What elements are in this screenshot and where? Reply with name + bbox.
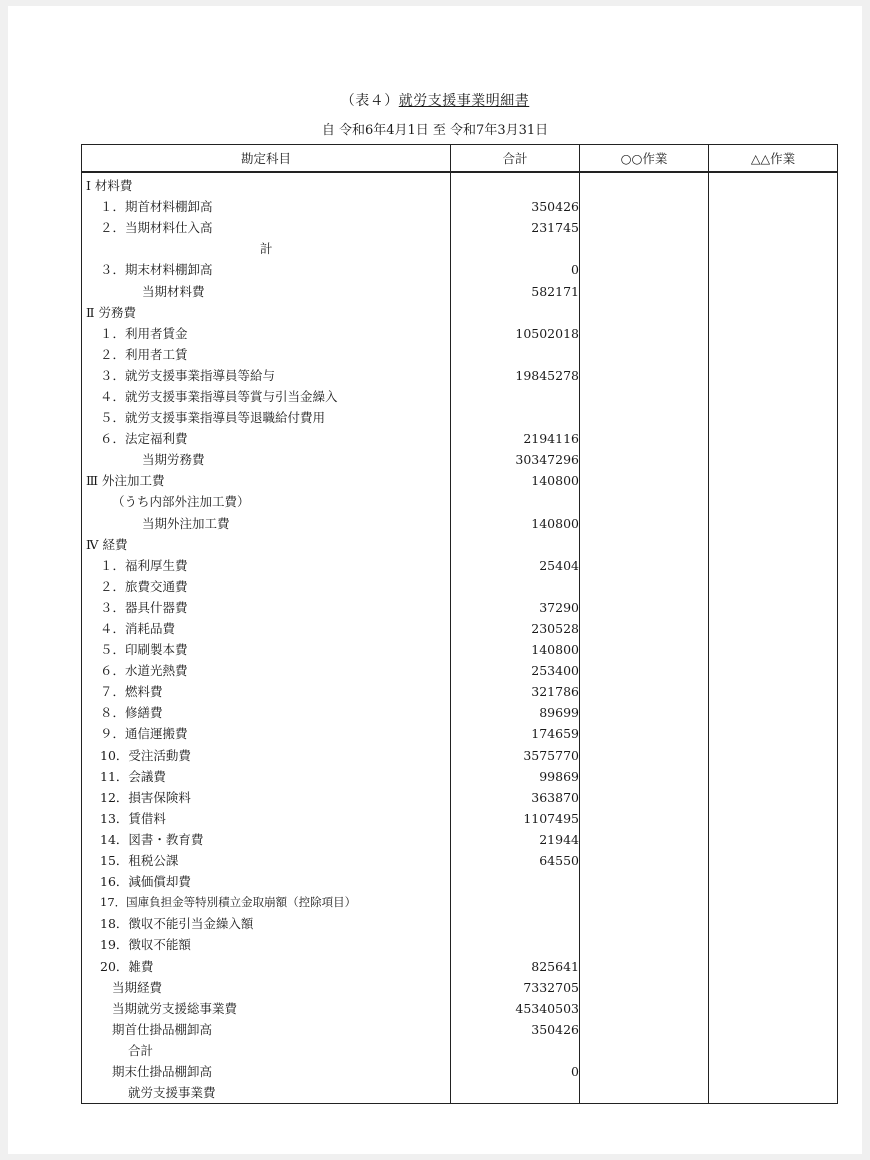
account-label: 当期経費 — [82, 977, 451, 998]
document-title — [0, 90, 870, 110]
total-cell — [451, 238, 580, 259]
table-row — [82, 555, 838, 576]
table-row — [82, 491, 838, 512]
total-cell: 2194116 — [451, 428, 580, 449]
total-cell — [451, 913, 580, 934]
work-b-cell — [709, 238, 838, 259]
table-row — [82, 196, 838, 217]
table-row — [82, 1019, 838, 1040]
fiscal-period: 自 令和6年4月1日 至 令和7年3月31日 — [321, 123, 549, 138]
work-b-cell — [709, 745, 838, 766]
work-b-cell — [709, 618, 838, 639]
work-a-cell — [580, 871, 709, 892]
account-label: 就労支援事業費 — [82, 1082, 451, 1104]
table-row — [82, 238, 838, 259]
table-row — [82, 618, 838, 639]
work-b-cell — [709, 280, 838, 301]
header-work-b: △△作業 — [709, 145, 838, 173]
work-a-cell — [580, 1061, 709, 1082]
table-row — [82, 723, 838, 744]
work-a-cell — [580, 386, 709, 407]
work-b-cell — [709, 850, 838, 871]
account-label: ２．利用者工賃 — [82, 344, 451, 365]
work-a-cell — [580, 892, 709, 913]
total-cell — [451, 302, 580, 323]
work-b-cell — [709, 702, 838, 723]
total-cell: 45340503 — [451, 998, 580, 1019]
table-row — [82, 913, 838, 934]
account-label: ３．期末材料棚卸高 — [82, 259, 451, 280]
total-cell: 37290 — [451, 597, 580, 618]
account-label: 13．賃借料 — [82, 808, 451, 829]
work-a-cell — [580, 259, 709, 280]
total-cell: 99869 — [451, 766, 580, 787]
table-row — [82, 639, 838, 660]
table-row — [82, 934, 838, 955]
work-b-cell — [709, 428, 838, 449]
table-row — [82, 365, 838, 386]
work-b-cell — [709, 534, 838, 555]
table-row — [82, 808, 838, 829]
account-label: ２．当期材料仕入高 — [82, 217, 451, 238]
total-cell: 253400 — [451, 660, 580, 681]
work-b-cell — [709, 1019, 838, 1040]
work-a-cell — [580, 555, 709, 576]
table-row — [82, 386, 838, 407]
account-label: Ⅰ 材料費 — [82, 172, 451, 196]
table-row — [82, 1082, 838, 1104]
work-a-cell — [580, 172, 709, 196]
account-label: 14．図書・教育費 — [82, 829, 451, 850]
total-cell: 350426 — [451, 1019, 580, 1040]
total-cell: 0 — [451, 1061, 580, 1082]
total-cell: 0 — [451, 259, 580, 280]
table-row — [82, 787, 838, 808]
work-a-cell — [580, 808, 709, 829]
work-a-cell — [580, 955, 709, 976]
total-cell — [451, 1040, 580, 1061]
work-a-cell — [580, 597, 709, 618]
total-cell: 7332705 — [451, 977, 580, 998]
work-a-cell — [580, 977, 709, 998]
work-b-cell — [709, 470, 838, 491]
header-row — [82, 145, 838, 173]
total-cell: 64550 — [451, 850, 580, 871]
account-label: 当期材料費 — [82, 280, 451, 301]
work-a-cell — [580, 491, 709, 512]
work-b-cell — [709, 1040, 838, 1061]
account-label: ３．就労支援事業指導員等給与 — [82, 365, 451, 386]
work-a-cell — [580, 660, 709, 681]
header-work-a: ○○作業 — [580, 145, 709, 173]
table-row — [82, 829, 838, 850]
work-b-cell — [709, 829, 838, 850]
table-row — [82, 302, 838, 323]
account-label: １．期首材料棚卸高 — [82, 196, 451, 217]
work-b-cell — [709, 513, 838, 534]
work-b-cell — [709, 723, 838, 744]
account-label: 期首仕掛品棚卸高 — [82, 1019, 451, 1040]
total-cell: 582171 — [451, 280, 580, 301]
account-label: ４．消耗品費 — [82, 618, 451, 639]
account-label: ２．旅費交通費 — [82, 576, 451, 597]
work-a-cell — [580, 217, 709, 238]
work-a-cell — [580, 766, 709, 787]
account-label: 11．会議費 — [82, 766, 451, 787]
total-cell: 140800 — [451, 470, 580, 491]
work-a-cell — [580, 998, 709, 1019]
total-cell: 21944 — [451, 829, 580, 850]
table-row — [82, 259, 838, 280]
table-row — [82, 323, 838, 344]
work-b-cell — [709, 323, 838, 344]
account-label: ４．就労支援事業指導員等賞与引当金繰入 — [82, 386, 451, 407]
work-b-cell — [709, 871, 838, 892]
work-b-cell — [709, 259, 838, 280]
ledger-table — [81, 144, 838, 1104]
work-a-cell — [580, 1019, 709, 1040]
work-a-cell — [580, 1040, 709, 1061]
work-b-cell — [709, 555, 838, 576]
table-row — [82, 977, 838, 998]
work-b-cell — [709, 766, 838, 787]
work-a-cell — [580, 934, 709, 955]
table-row — [82, 597, 838, 618]
work-b-cell — [709, 302, 838, 323]
table-row — [82, 955, 838, 976]
work-b-cell — [709, 172, 838, 196]
total-cell: 25404 — [451, 555, 580, 576]
table-row — [82, 217, 838, 238]
work-a-cell — [580, 196, 709, 217]
total-cell: 140800 — [451, 639, 580, 660]
total-cell: 350426 — [451, 196, 580, 217]
account-label: 期末仕掛品棚卸高 — [82, 1061, 451, 1082]
total-cell: 363870 — [451, 787, 580, 808]
total-cell: 1107495 — [451, 808, 580, 829]
work-b-cell — [709, 407, 838, 428]
work-a-cell — [580, 238, 709, 259]
account-label: ８．修繕費 — [82, 702, 451, 723]
total-cell: 30347296 — [451, 449, 580, 470]
total-cell — [451, 871, 580, 892]
header-total: 合計 — [451, 145, 580, 173]
work-b-cell — [709, 998, 838, 1019]
total-cell: 321786 — [451, 681, 580, 702]
work-b-cell — [709, 934, 838, 955]
account-label: 当期外注加工費 — [82, 513, 451, 534]
account-label: ７．燃料費 — [82, 681, 451, 702]
work-b-cell — [709, 787, 838, 808]
work-a-cell — [580, 470, 709, 491]
work-b-cell — [709, 196, 838, 217]
account-label: 17．国庫負担金等特別積立金取崩額（控除項目） — [82, 892, 451, 913]
account-label: （うち内部外注加工費） — [82, 491, 451, 512]
work-b-cell — [709, 365, 838, 386]
work-b-cell — [709, 491, 838, 512]
work-b-cell — [709, 449, 838, 470]
account-label: ５．就労支援事業指導員等退職給付費用 — [82, 407, 451, 428]
account-label: 16．減価償却費 — [82, 871, 451, 892]
total-cell: 10502018 — [451, 323, 580, 344]
work-b-cell — [709, 913, 838, 934]
total-cell: 231745 — [451, 217, 580, 238]
work-a-cell — [580, 428, 709, 449]
table-row — [82, 534, 838, 555]
account-label: 10．受注活動費 — [82, 745, 451, 766]
work-a-cell — [580, 344, 709, 365]
account-label: 20．雑費 — [82, 955, 451, 976]
total-cell: 140800 — [451, 513, 580, 534]
work-a-cell — [580, 745, 709, 766]
table-row — [82, 892, 838, 913]
work-a-cell — [580, 449, 709, 470]
work-a-cell — [580, 913, 709, 934]
table-row — [82, 850, 838, 871]
work-a-cell — [580, 302, 709, 323]
work-b-cell — [709, 597, 838, 618]
work-a-cell — [580, 576, 709, 597]
account-label: 当期就労支援総事業費 — [82, 998, 451, 1019]
account-label: Ⅱ 労務費 — [82, 302, 451, 323]
ledger-body — [82, 172, 838, 1104]
account-label: 19．徴収不能額 — [82, 934, 451, 955]
total-cell — [451, 172, 580, 196]
account-label: 12．損害保険料 — [82, 787, 451, 808]
work-b-cell — [709, 1082, 838, 1104]
work-b-cell — [709, 1061, 838, 1082]
work-b-cell — [709, 576, 838, 597]
total-cell: 89699 — [451, 702, 580, 723]
table-row — [82, 681, 838, 702]
title-main: 就労支援事業明細書 — [398, 93, 530, 109]
work-a-cell — [580, 513, 709, 534]
account-label: 15．租税公課 — [82, 850, 451, 871]
total-cell: 230528 — [451, 618, 580, 639]
total-cell: 19845278 — [451, 365, 580, 386]
total-cell — [451, 934, 580, 955]
table-row — [82, 576, 838, 597]
work-a-cell — [580, 365, 709, 386]
account-label: 計 — [82, 238, 451, 259]
total-cell — [451, 344, 580, 365]
table-row — [82, 745, 838, 766]
table-row — [82, 344, 838, 365]
account-label: 18．徴収不能引当金繰入額 — [82, 913, 451, 934]
table-row — [82, 766, 838, 787]
table-row — [82, 998, 838, 1019]
work-a-cell — [580, 280, 709, 301]
account-label: 合計 — [82, 1040, 451, 1061]
table-row — [82, 1061, 838, 1082]
work-a-cell — [580, 407, 709, 428]
work-b-cell — [709, 892, 838, 913]
account-label: ３．器具什器費 — [82, 597, 451, 618]
work-a-cell — [580, 681, 709, 702]
account-label: ９．通信運搬費 — [82, 723, 451, 744]
account-label: Ⅲ 外注加工費 — [82, 470, 451, 491]
account-label: １．福利厚生費 — [82, 555, 451, 576]
table-row — [82, 449, 838, 470]
work-b-cell — [709, 386, 838, 407]
total-cell: 825641 — [451, 955, 580, 976]
work-a-cell — [580, 618, 709, 639]
total-cell: 3575770 — [451, 745, 580, 766]
table-row — [82, 428, 838, 449]
table-row — [82, 280, 838, 301]
total-cell — [451, 407, 580, 428]
work-a-cell — [580, 323, 709, 344]
table-row — [82, 470, 838, 491]
account-label: ６．水道光熱費 — [82, 660, 451, 681]
work-a-cell — [580, 850, 709, 871]
account-label: 当期労務費 — [82, 449, 451, 470]
account-label: ５．印刷製本費 — [82, 639, 451, 660]
work-b-cell — [709, 217, 838, 238]
table-row — [82, 1040, 838, 1061]
total-cell — [451, 491, 580, 512]
total-cell — [451, 1082, 580, 1104]
work-b-cell — [709, 639, 838, 660]
table-row — [82, 513, 838, 534]
work-a-cell — [580, 534, 709, 555]
total-cell — [451, 892, 580, 913]
table-row — [82, 172, 838, 196]
total-cell — [451, 576, 580, 597]
work-b-cell — [709, 955, 838, 976]
work-b-cell — [709, 808, 838, 829]
header-account: 勘定科目 — [82, 145, 451, 173]
work-b-cell — [709, 681, 838, 702]
work-b-cell — [709, 660, 838, 681]
total-cell — [451, 386, 580, 407]
work-a-cell — [580, 829, 709, 850]
table-row — [82, 871, 838, 892]
work-b-cell — [709, 977, 838, 998]
work-a-cell — [580, 639, 709, 660]
total-cell — [451, 534, 580, 555]
work-a-cell — [580, 723, 709, 744]
work-b-cell — [709, 344, 838, 365]
work-a-cell — [580, 702, 709, 723]
account-label: １．利用者賃金 — [82, 323, 451, 344]
account-label: Ⅳ 経費 — [82, 534, 451, 555]
account-label: ６．法定福利費 — [82, 428, 451, 449]
work-a-cell — [580, 787, 709, 808]
table-row — [82, 407, 838, 428]
table-row — [82, 660, 838, 681]
title-prefix: （表４） — [340, 93, 399, 109]
table-row — [82, 702, 838, 723]
work-a-cell — [580, 1082, 709, 1104]
total-cell: 174659 — [451, 723, 580, 744]
